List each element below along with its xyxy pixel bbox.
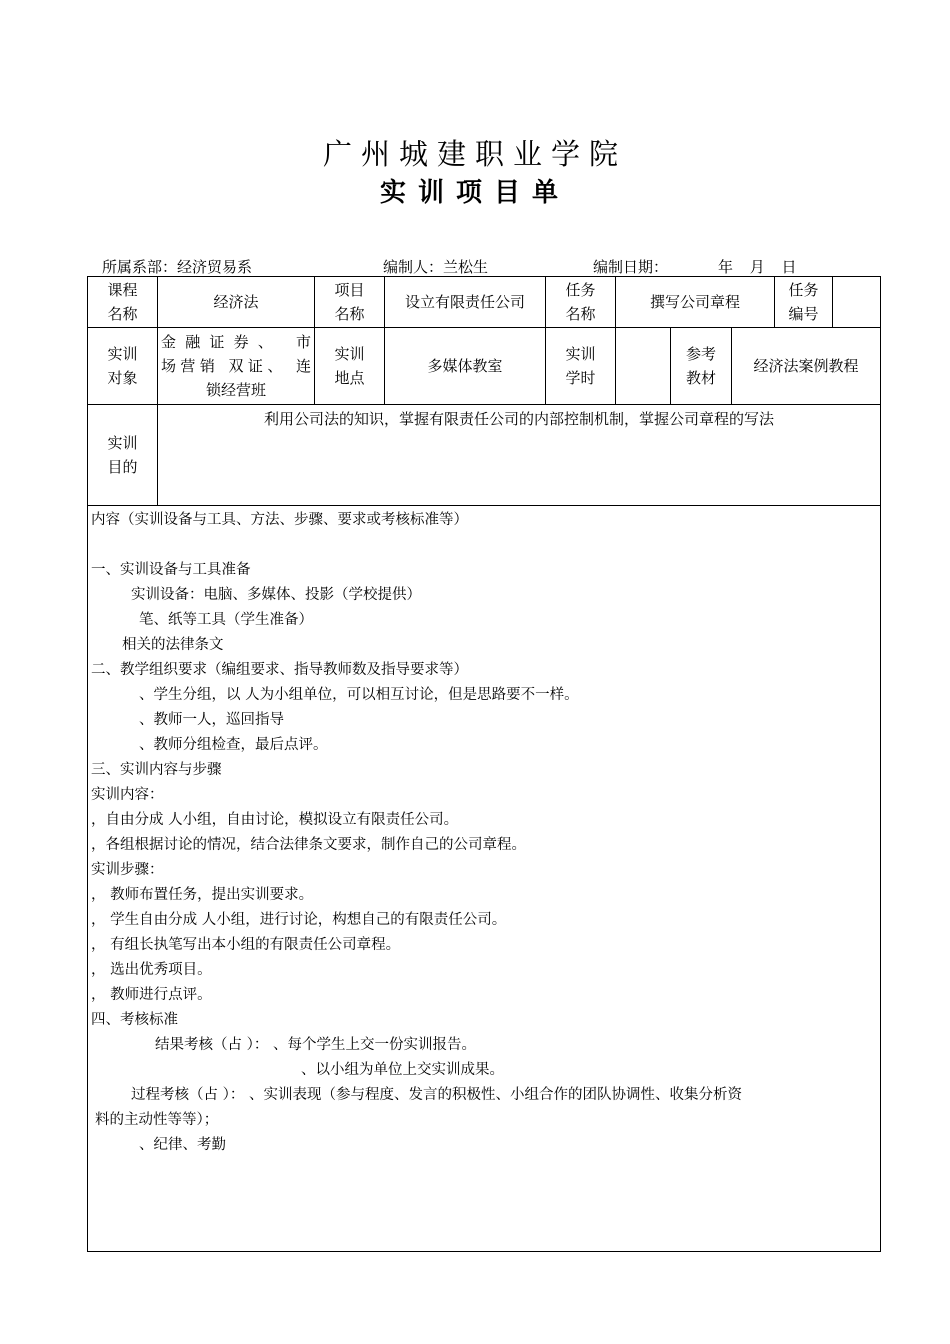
project-label-line1: 项目 — [334, 281, 365, 299]
reference-value: 经济法案例教程 — [753, 357, 859, 375]
course-name-label — [88, 277, 157, 327]
content-line: 四、考核标准 — [91, 1012, 178, 1028]
reference-label-line1: 参考 — [685, 345, 716, 363]
trainee-value — [158, 328, 314, 404]
author-field: 编制人：兰松生 — [383, 258, 489, 276]
trainee-line3: 锁经营班 — [205, 381, 266, 399]
trainee-label — [88, 328, 157, 404]
project-name-value: 设立有限责任公司 — [404, 293, 525, 311]
content-line: 结果考核（占 ）： 、每个学生上交一份实训报告。 — [155, 1037, 476, 1053]
task-no-label-line1: 任务 — [788, 281, 819, 299]
location-label-line1: 实训 — [334, 345, 365, 363]
content-line: ， 选出优秀项目。 — [91, 962, 212, 978]
task-number-label — [775, 277, 832, 327]
course-label-line1: 课程 — [107, 281, 138, 299]
content-lines — [91, 533, 877, 1158]
reference-label — [671, 328, 731, 404]
content-line: ， 有组长执笔写出本小组的有限责任公司章程。 — [91, 937, 401, 953]
trainee-label-line2: 对象 — [107, 369, 138, 387]
location-label — [315, 328, 384, 404]
department-field: 所属系部：经济贸易系 — [102, 258, 253, 276]
content-line: 实训设备：电脑、多媒体、投影（学校提供） — [131, 587, 421, 603]
content-line: 一、实训设备与工具准备 — [91, 562, 251, 578]
task-name-label — [546, 277, 615, 327]
purpose-value: 利用公司法的知识，掌握有限责任公司的内部控制机制，掌握公司章程的写法 — [263, 410, 774, 428]
content-line: ， 学生自由分成 人小组，进行讨论，构想自己的有限责任公司。 — [91, 912, 507, 928]
trainee-line2: 场营销 双证、 连 — [161, 357, 311, 375]
purpose-label-line1: 实训 — [107, 434, 138, 452]
content-line: 三、实训内容与步骤 — [91, 762, 222, 778]
content-line: 、学生分组，以 人为小组单位，可以相互讨论，但是思路要不一样。 — [139, 687, 579, 703]
hours-label-line1: 实训 — [565, 345, 596, 363]
content-section — [91, 508, 877, 1158]
date-label: 编制日期： — [593, 258, 669, 276]
trainee-line1: 金融证券、 市 — [161, 333, 311, 351]
location-value: 多媒体教室 — [427, 357, 503, 375]
content-line: 、教师一人，巡回指导 — [139, 712, 284, 728]
hours-value — [616, 328, 670, 404]
content-line: 料的主动性等等）； — [95, 1112, 219, 1128]
content-line: ，各组根据讨论的情况，结合法律条文要求，制作自己的公司章程。 — [91, 837, 526, 853]
content-line: 过程考核（占 ）： 、实训表现（参与程度、发言的积极性、小组合作的团队协调性、收集分析资 — [131, 1087, 742, 1103]
purpose-label-line2: 目的 — [107, 458, 138, 476]
task-number-value — [833, 277, 880, 327]
content-line: 笔、纸等工具（学生准备） — [139, 612, 313, 628]
hours-label-line2: 学时 — [565, 369, 596, 387]
purpose-label — [88, 405, 157, 505]
trainee-label-line1: 实训 — [107, 345, 138, 363]
row2-divider — [87, 404, 881, 405]
content-line — [91, 533, 877, 558]
location-label-line2: 地点 — [334, 369, 365, 387]
content-line: 、纪律、考勤 — [139, 1137, 226, 1153]
school-title: 广州城建职业学院 — [322, 137, 627, 171]
content-line: 实训内容： — [91, 787, 164, 803]
content-line: 二、教学组织要求（编组要求、指导教师数及指导要求等） — [91, 662, 468, 678]
content-line: 实训步骤： — [91, 862, 164, 878]
project-label-line2: 名称 — [334, 305, 365, 323]
course-name-value: 经济法 — [213, 293, 259, 311]
date-units: 年 月 日 — [718, 258, 803, 276]
row3-divider — [87, 505, 881, 506]
content-line: ， 教师进行点评。 — [91, 987, 212, 1003]
document-title: 实训项目单 — [379, 178, 570, 208]
task-label-line1: 任务 — [565, 281, 596, 299]
task-no-label-line2: 编号 — [788, 305, 819, 323]
task-label-line2: 名称 — [565, 305, 596, 323]
hours-label — [546, 328, 615, 404]
reference-label-line2: 教材 — [685, 369, 716, 387]
course-label-line2: 名称 — [107, 305, 138, 323]
project-name-label — [315, 277, 384, 327]
content-line: 、以小组为单位上交实训成果。 — [301, 1062, 504, 1078]
content-line: ，自由分成 人小组，自由讨论，模拟设立有限责任公司。 — [91, 812, 459, 828]
content-line: 、教师分组检查，最后点评。 — [139, 737, 328, 753]
content-line: ， 教师布置任务，提出实训要求。 — [91, 887, 314, 903]
content-line: 相关的法律条文 — [122, 637, 224, 653]
content-heading: 内容（实训设备与工具、方法、步骤、要求或考核标准等） — [91, 512, 468, 528]
task-name-value: 撰写公司章程 — [649, 293, 740, 311]
